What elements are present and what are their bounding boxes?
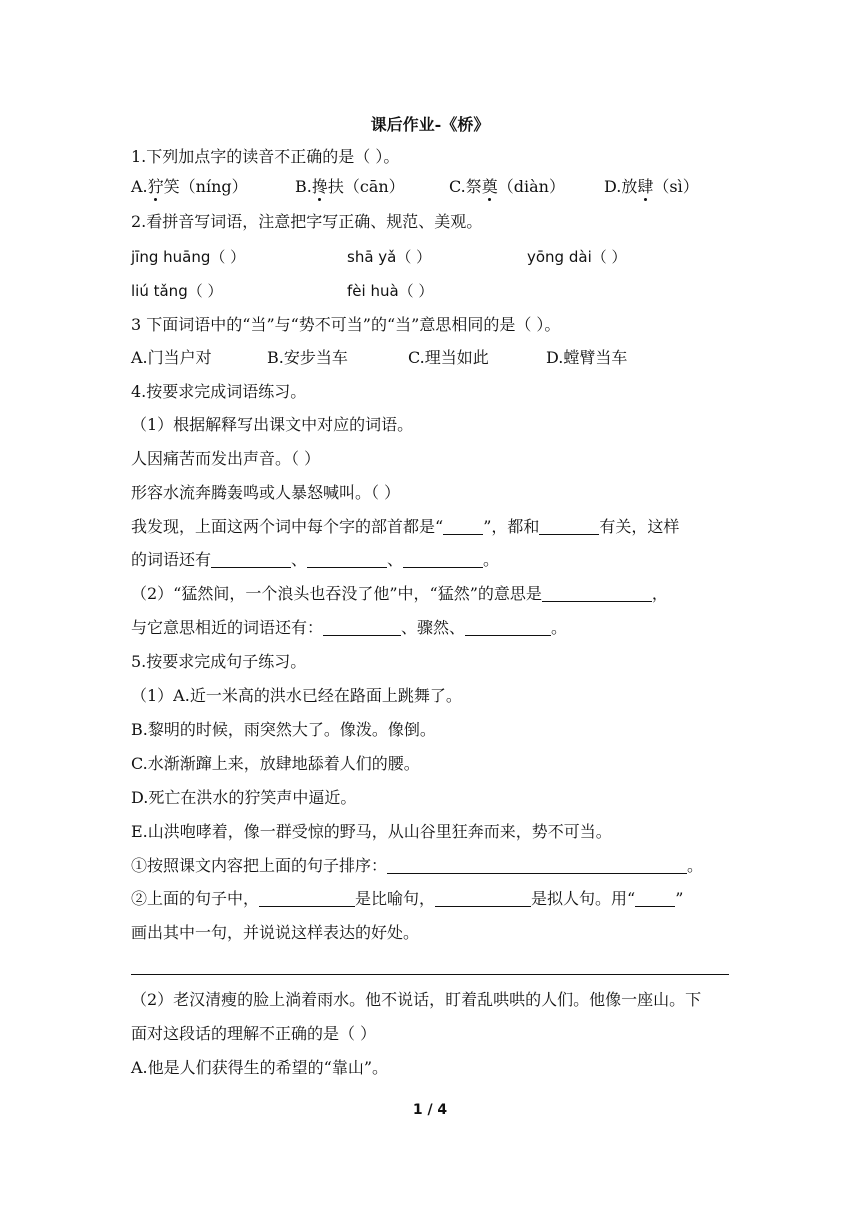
worksheet-title: 课后作业-《桥》	[370, 115, 490, 134]
answer-blank[interactable]	[211, 551, 291, 568]
answer-blank[interactable]	[539, 518, 599, 535]
q2-item: fèi huà（ ）	[347, 282, 434, 300]
q5-part2-option: A.他是人们获得生的希望的“靠山”。	[131, 1058, 389, 1077]
answer-blank[interactable]	[542, 585, 652, 602]
q2-stem: 2.看拼音写词语，注意把字写正确、规范、美观。	[131, 212, 483, 231]
answer-line[interactable]	[131, 974, 729, 975]
q5-part2-cont: 面对这段话的理解不正确的是（ ）	[131, 1024, 377, 1043]
answer-blank[interactable]	[635, 890, 675, 907]
q5-part2: （2）老汉清瘦的脸上淌着雨水。他不说话，盯着乱哄哄的人们。他像一座山。下	[131, 990, 702, 1009]
q1-stem: 1.下列加点字的读音不正确的是（ ）。	[131, 147, 400, 166]
q5-order-line: ①按照课文内容把上面的句子排序： 。	[131, 856, 704, 875]
answer-blank[interactable]	[435, 890, 531, 907]
q3-option: C.理当如此	[408, 348, 489, 367]
q3-stem: 3 下面词语中的“当”与“势不可当”的“当”意思相同的是（ ）。	[131, 315, 561, 334]
q4-similar-words: 与它意思相近的词语还有： 、骤然、 。	[131, 618, 568, 637]
answer-blank[interactable]	[259, 890, 355, 907]
page-number: 1 / 4	[412, 1102, 448, 1118]
q4-definition: 人因痛苦而发出声音。（ ）	[131, 449, 321, 468]
q5-figures-line: ②上面的句子中， 是比喻句， 是拟人句。用“ ”	[131, 889, 684, 908]
q2-item: yōng dài（ ）	[527, 248, 627, 266]
answer-blank[interactable]	[465, 619, 551, 636]
answer-blank[interactable]	[307, 551, 387, 568]
q3-option: B.安步当车	[267, 348, 348, 367]
q5-instruction: 画出其中一句，并说说这样表达的好处。	[131, 923, 420, 942]
q1-option-c: C.祭奠（diàn）	[449, 177, 565, 196]
q5-sentence: C.水渐渐蹿上来，放肆地舔着人们的腰。	[131, 754, 420, 773]
q4-part2: （2）“猛然间，一个浪头也吞没了他”中，“猛然”的意思是 ，	[131, 584, 668, 603]
q4-examples-line: 的词语还有 、 、 。	[131, 550, 500, 569]
q1-option-a: A.狞笑（níng）	[131, 177, 248, 196]
q2-item: jīng huāng（ ）	[131, 248, 246, 266]
q5-stem: 5.按要求完成句子练习。	[131, 652, 307, 671]
q4-definition: 形容水流奔腾轰鸣或人暴怒喊叫。（ ）	[131, 483, 401, 502]
q3-option: D.螳臂当车	[546, 348, 628, 367]
q3-option: A.门当户对	[131, 348, 212, 367]
answer-blank[interactable]	[443, 518, 483, 535]
q2-item: liú tǎng（ ）	[131, 282, 223, 300]
q5-sentence: B.黎明的时候，雨突然大了。像泼。像倒。	[131, 720, 436, 739]
q2-item: shā yǎ（ ）	[347, 248, 432, 266]
answer-blank[interactable]	[387, 857, 687, 874]
answer-blank[interactable]	[403, 551, 483, 568]
q5-sentence: E.山洪咆哮着，像一群受惊的野马，从山谷里狂奔而来，势不可当。	[131, 822, 612, 841]
q1-option-d: D.放肆（sì）	[604, 177, 699, 196]
q5-sentence: （1）A.近一米高的洪水已经在路面上跳舞了。	[131, 686, 462, 705]
q4-part1: （1）根据解释写出课文中对应的词语。	[131, 415, 414, 434]
q5-sentence: D.死亡在洪水的狞笑声中逼近。	[131, 788, 357, 807]
q4-radical-sentence: 我发现，上面这两个词中每个字的部首都是“ ”，都和 有关，这样	[131, 517, 680, 536]
q1-option-b: B.搀扶（cān）	[295, 177, 405, 196]
q4-stem: 4.按要求完成词语练习。	[131, 382, 307, 401]
answer-blank[interactable]	[323, 619, 401, 636]
